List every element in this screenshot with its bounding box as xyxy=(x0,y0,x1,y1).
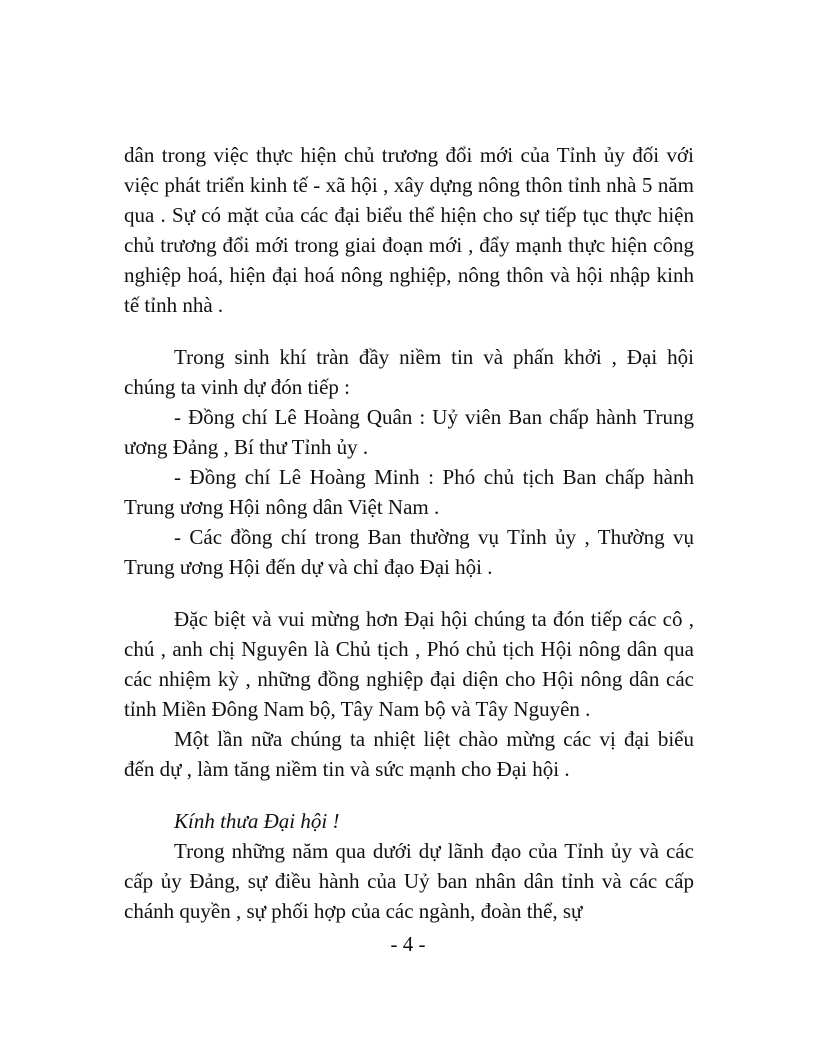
paragraph-special-welcome: Đặc biệt và vui mừng hơn Đại hội chúng ta đón tiếp các cô , chú , anh chị Nguyên là Chủ tịch , Phó chủ tịch Hội nông dân qua các nhiệm kỳ , những đồng nghiệp đại diện cho Hội nông dân các tỉnh Miền Đông Nam bộ, Tây Nam bộ và Tây Nguyên . xyxy=(124,607,700,721)
page-body xyxy=(124,140,700,926)
paragraph-continuation: dân trong việc thực hiện chủ trương đổi mới của Tỉnh ủy đối với việc phát triển kinh tế - xã hội , xây dựng nông thôn tỉnh nhà 5 năm qua . Sự có mặt của các đại biểu thể hiện cho sự tiếp tục thực hiện chủ trương đổi mới trong giai đoạn mới , đẩy mạnh thực hiện công nghiệp hoá, hiện đại hoá nông nghiệp, nông thôn và hội nhập kinh tế tỉnh nhà . xyxy=(124,143,700,317)
paragraph-guest-le-hoang-quan: - Đồng chí Lê Hoàng Quân : Uỷ viên Ban chấp hành Trung ương Đảng , Bí thư Tỉnh ủy . xyxy=(124,405,700,459)
page-number: - 4 - xyxy=(390,932,426,956)
paragraph-guest-standing-committee: - Các đồng chí trong Ban thường vụ Tỉnh ủy , Thường vụ Trung ương Hội đến dự và chỉ đạo Đại hội . xyxy=(124,525,699,579)
paragraph-welcome-intro: Trong sinh khí tràn đầy niềm tin và phấn khởi , Đại hội chúng ta vinh dự đón tiếp : xyxy=(124,345,700,399)
paragraph-salutation: Kính thưa Đại hội ! xyxy=(174,809,340,833)
paragraph-past-years: Trong những năm qua dưới dự lãnh đạo của Tỉnh ủy và các cấp ủy Đảng, sự điều hành của Uỷ ban nhân dân tỉnh và các cấp chánh quyền , sự phối hợp của các ngành, đoàn thể, sự xyxy=(124,839,700,923)
paragraph-warm-greeting: Một lần nữa chúng ta nhiệt liệt chào mừng các vị đại biểu đến dự , làm tăng niềm tin và sức mạnh cho Đại hội . xyxy=(124,727,700,781)
paragraph-guest-le-hoang-minh: - Đồng chí Lê Hoàng Minh : Phó chủ tịch Ban chấp hành Trung ương Hội nông dân Việt Nam . xyxy=(124,465,699,519)
